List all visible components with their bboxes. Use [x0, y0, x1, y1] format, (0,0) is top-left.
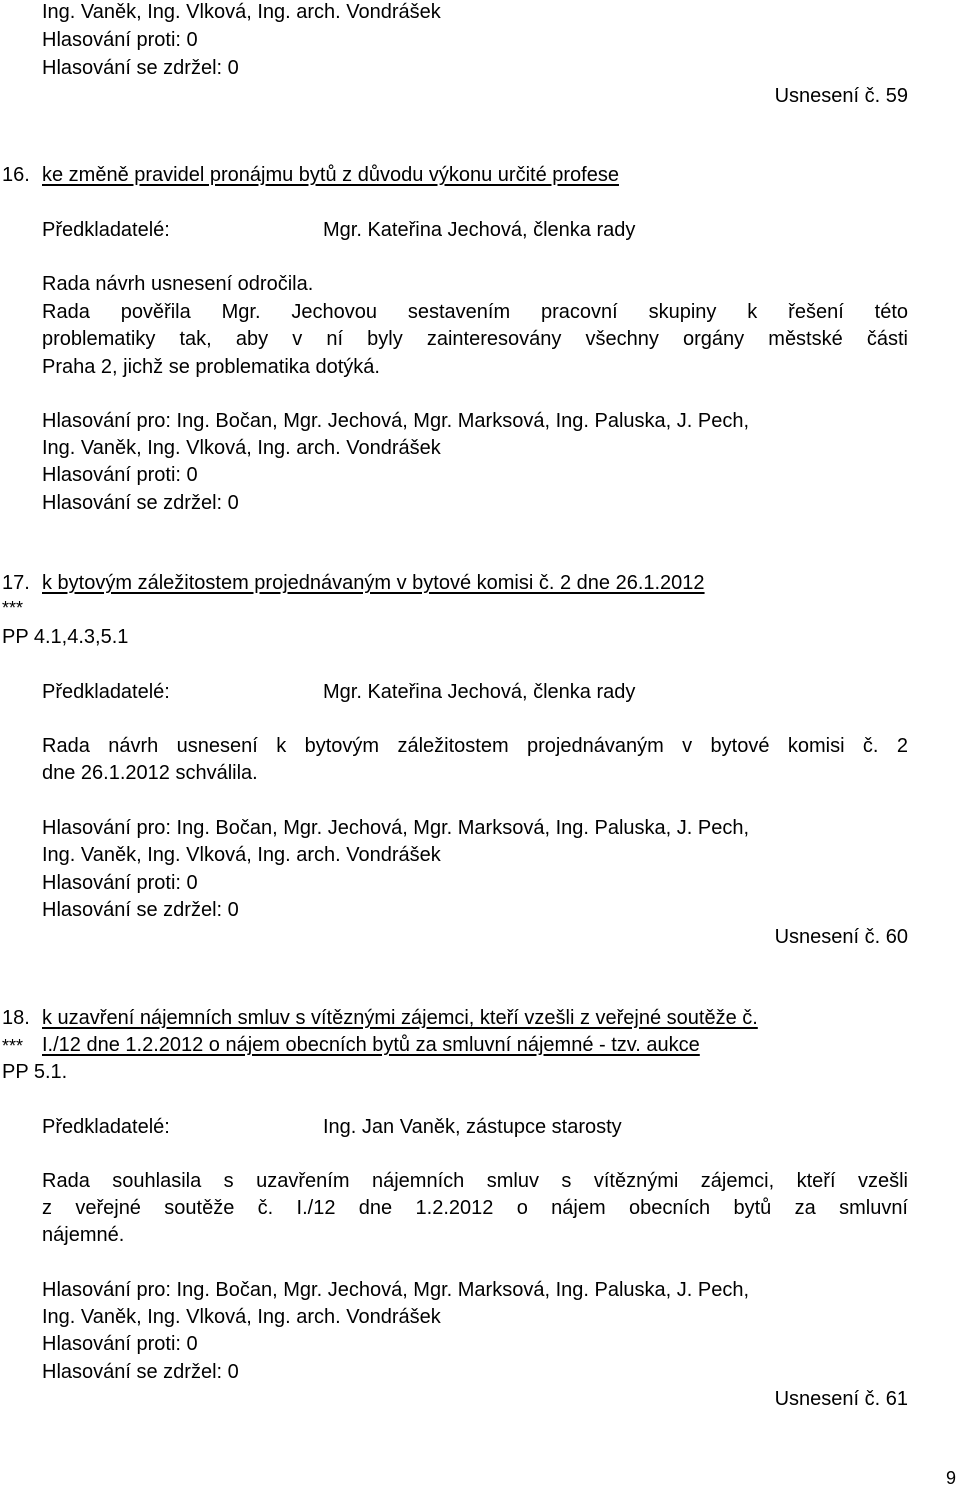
- vote-abstain: Hlasování se zdržel: 0: [42, 1361, 239, 1383]
- text-line: Rada návrh usnesení k bytovým záležitostem projednávaným v bytové komisi č. 2: [42, 735, 908, 757]
- vote-against: Hlasování proti: 0: [42, 872, 198, 894]
- item-title: k bytovým záležitostem projednávaným v bytové komisi č. 2 dne 26.1.2012: [42, 572, 705, 594]
- vote-for-continuation: Ing. Vaněk, Ing. Vlková, Ing. arch. Vondrášek: [42, 844, 441, 866]
- submitter-name: Mgr. Kateřina Jechová, členka rady: [323, 219, 636, 241]
- resolution-number: Usnesení č. 59: [774, 85, 908, 107]
- text-line: nájemné.: [42, 1224, 125, 1246]
- submitter-name: Mgr. Kateřina Jechová, členka rady: [323, 681, 636, 703]
- stars-marker: ***: [2, 598, 24, 618]
- vote-against: Hlasování proti: 0: [42, 1333, 198, 1355]
- page-number: 9: [945, 1468, 956, 1488]
- item-reference: PP 5.1.: [2, 1061, 68, 1083]
- vote-abstain: Hlasování se zdržel: 0: [42, 899, 239, 921]
- submitters-label: Předkladatelé:: [42, 1116, 170, 1138]
- item-number: 18.: [2, 1007, 30, 1029]
- vote-for-continuation: Ing. Vaněk, Ing. Vlková, Ing. arch. Vondrášek: [42, 1306, 441, 1328]
- submitters-label: Předkladatelé:: [42, 219, 170, 241]
- item-title: ke změně pravidel pronájmu bytů z důvodu výkonu určité profese: [42, 164, 619, 186]
- vote-for: Hlasování pro: Ing. Bočan, Mgr. Jechová, Mgr. Marksová, Ing. Paluska, J. Pech,: [42, 1279, 750, 1301]
- item-reference: PP 4.1,4.3,5.1: [2, 626, 129, 648]
- resolution-number: Usnesení č. 60: [774, 926, 908, 948]
- vote-for-continuation: Ing. Vaněk, Ing. Vlková, Ing. arch. Vondrášek: [42, 1, 441, 23]
- item-title: k uzavření nájemních smluv s vítěznými zájemci, kteří vzešli z veřejné soutěže č.: [42, 1007, 758, 1029]
- vote-for: Hlasování pro: Ing. Bočan, Mgr. Jechová, Mgr. Marksová, Ing. Paluska, J. Pech,: [42, 410, 750, 432]
- text-line: Rada pověřila Mgr. Jechovou sestavením pracovní skupiny k řešení této: [42, 301, 908, 323]
- vote-for-continuation: Ing. Vaněk, Ing. Vlková, Ing. arch. Vondrášek: [42, 437, 441, 459]
- vote-abstain: Hlasování se zdržel: 0: [42, 57, 239, 79]
- item-number: 17.: [2, 572, 30, 594]
- vote-against: Hlasování proti: 0: [42, 29, 198, 51]
- text-line: problematiky tak, aby v ní byly zainteresovány všechny orgány městské části: [42, 328, 908, 350]
- vote-against: Hlasování proti: 0: [42, 464, 198, 486]
- vote-abstain: Hlasování se zdržel: 0: [42, 492, 239, 514]
- resolution-number: Usnesení č. 61: [774, 1388, 908, 1410]
- item-title: I./12 dne 1.2.2012 o nájem obecních bytů za smluvní nájemné - tzv. aukce: [42, 1034, 700, 1056]
- text-line: Praha 2, jichž se problematika dotýká.: [42, 356, 380, 378]
- text-line: z veřejné soutěže č. I./12 dne 1.2.2012 o nájem obecních bytů za smluvní: [42, 1197, 908, 1219]
- submitters-label: Předkladatelé:: [42, 681, 170, 703]
- vote-for: Hlasování pro: Ing. Bočan, Mgr. Jechová, Mgr. Marksová, Ing. Paluska, J. Pech,: [42, 817, 750, 839]
- text-line: Rada souhlasila s uzavřením nájemních smluv s vítěznými zájemci, kteří vzešli: [42, 1170, 908, 1192]
- text-line: dne 26.1.2012 schválila.: [42, 762, 258, 784]
- submitter-name: Ing. Jan Vaněk, zástupce starosty: [323, 1116, 622, 1138]
- item-number: 16.: [2, 164, 30, 186]
- text-line: Rada návrh usnesení odročila.: [42, 273, 314, 295]
- stars-marker: ***: [2, 1036, 24, 1056]
